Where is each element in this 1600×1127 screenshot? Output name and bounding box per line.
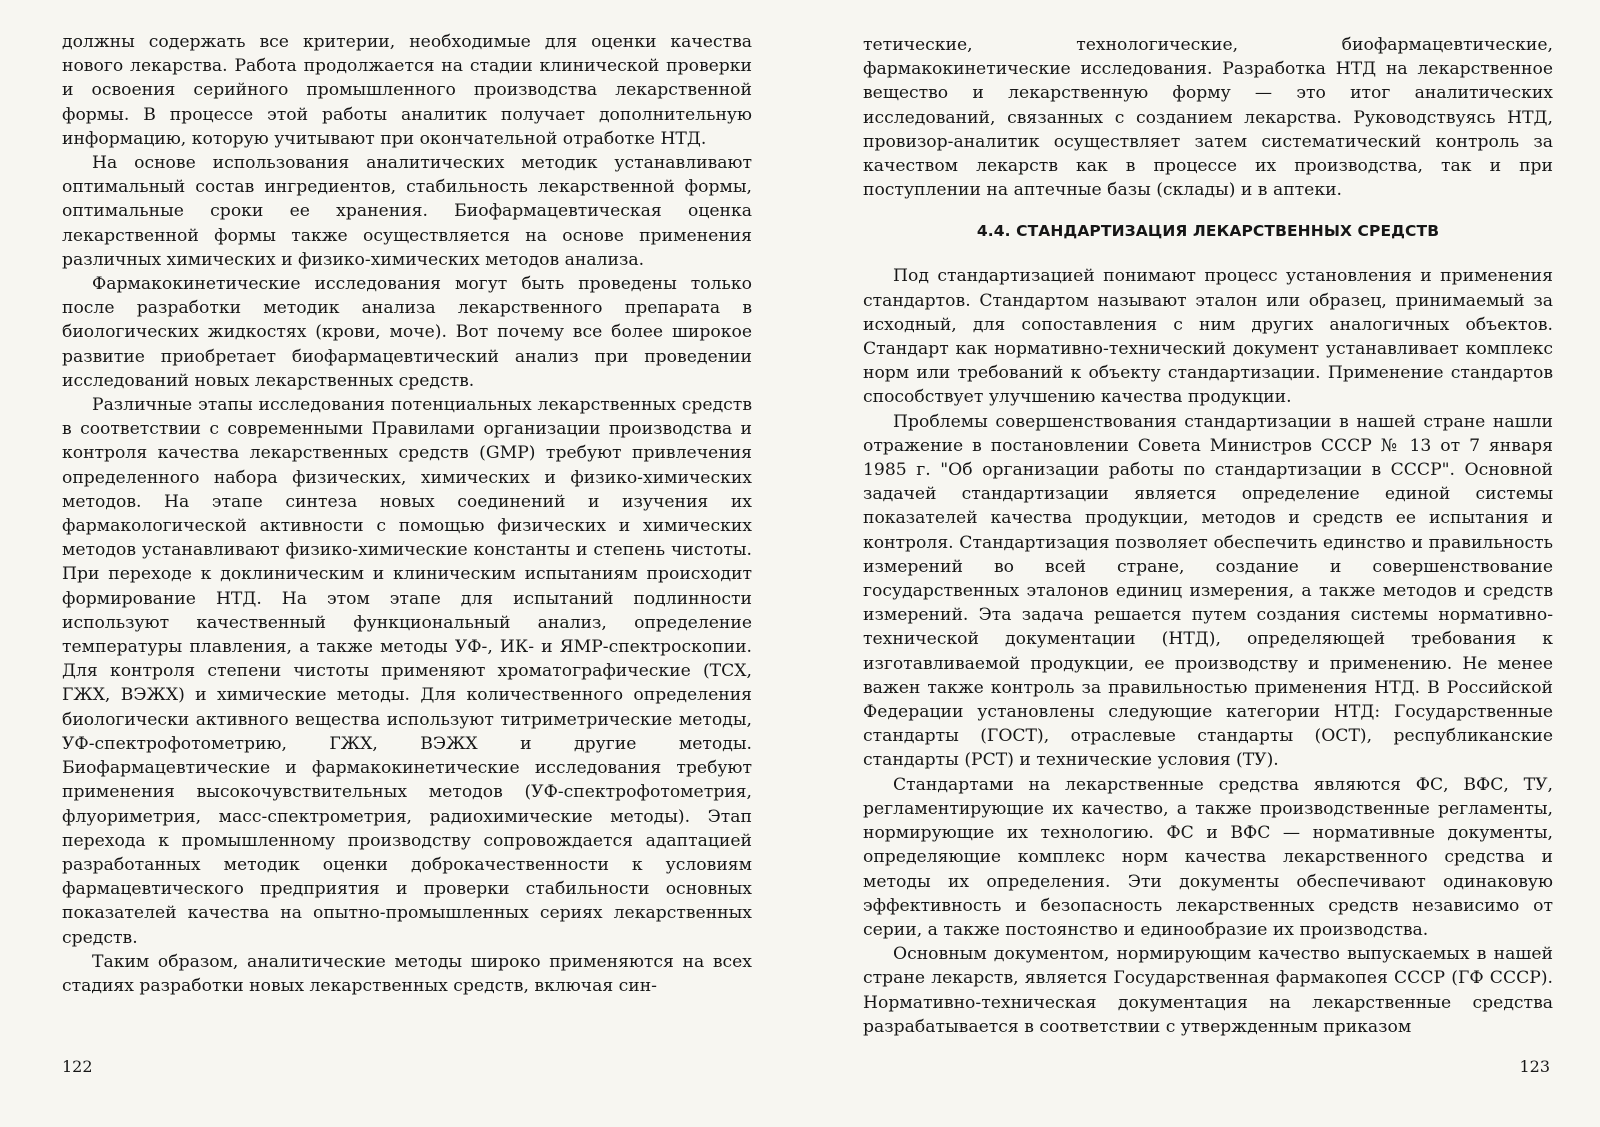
page-number-left: 122 (62, 1057, 93, 1076)
page-number-right: 123 (1519, 1057, 1550, 1076)
left-page-text (62, 30, 752, 998)
paragraph: тетические, технологические, биофармацевтические, фармакокинетические исследования. Разработка НТД на лекарственное вещество и лекарственную форму — это итог аналитических исследований, связанных с созданием лекарства. Руководствуясь НТД, провизор-аналитик осуществляет затем систематический контроль за качеством лекарств как в процессе их производства, так и при поступлении на аптечные базы (склады) и в аптеки. (863, 35, 1553, 201)
right-page (800, 0, 1600, 1127)
paragraph: Под стандартизацией понимают процесс установления и применения стандартов. Стандартом называют эталон или образец, принимаемый за исходный, для сопоставления с ним других аналогичных объектов. Стандарт как нормативно-технический документ устанавливает комплекс норм или требований к объекту стандартизации. Применение стандартов способствует улучшению качества продукции. (863, 266, 1553, 408)
paragraph: Стандартами на лекарственные средства являются ФС, ВФС, ТУ, регламентирующие их качество, а также производственные регламенты, нормирующие их технологию. ФС и ВФС — нормативные документы, определяющие комплекс норм качества лекарственного средства и методы их определения. Эти документы обеспечивают одинаковую эффективность и безопасность лекарственных средств независимо от серии, а также постоянство и единообразие их производства. (863, 774, 1553, 940)
paragraph: Фармакокинетические исследования могут быть проведены только после разработки методик анализа лекарственного препарата в биологических жидкостях (крови, моче). Вот почему все более широкое развитие приобретает биофармацевтический анализ при проведении исследований новых лекарственных средств. (62, 274, 752, 391)
paragraph: Основным документом, нормирующим качество выпускаемых в нашей стране лекарств, является Государственная фармакопея СССР (ГФ СССР). Нормативно-техническая документация на лекарственные средства разрабатывается в соответствии с утвержденным приказом (863, 944, 1553, 1037)
paragraph: Различные этапы исследования потенциальных лекарственных средств в соответствии с современными Правилами организации производства и контроля качества лекарственных средств (GMP) требуют привлечения определенного набора физических, химических и физико-химических методов. На этапе синтеза новых соединений и изучения их фармакологической активности с помощью физических и химических методов устанавливают физико-химические константы и степень чистоты. При переходе к доклиническим и клиническим испытаниям происходит формирование НТД. На этом этапе для испытаний подлинности используют качественный функциональный анализ, определение температуры плавления, а также методы УФ-, ИК- и ЯМР-спектроскопии. Для контроля степени чистоты применяют хроматографические (ТСХ, ГЖХ, ВЭЖХ) и химические методы. Для количественного определения биологически активного вещества используют титриметрические методы, УФ-спектрофотометрию, ГЖХ, ВЭЖХ и другие методы. Биофармацевтические и фармакокинетические исследования требуют применения высокочувствительных методов (УФ-спектрофотометрия, флуориметрия, масс-спектрометрия, радиохимические методы). Этап перехода к промышленному производству сопровождается адаптацией разработанных методик оценки доброкачественности к условиям фармацевтического предприятия и проверки стабильности основных показателей качества на опытно-промышленных сериях лекарственных средств. (62, 395, 752, 948)
paragraph: Таким образом, аналитические методы широко применяются на всех стадиях разработки новых лекарственных средств, включая син- (62, 951, 752, 996)
paragraph: Проблемы совершенствования стандартизации в нашей стране нашли отражение в постановлении Совета Министров СССР № 13 от 7 января 1985 г. "Об организации работы по стандартизации в СССР". Основной задачей стандартизации является определение единой системы показателей качества продукции, методов и средств ее испытания и контроля. Стандартизация позволяет обеспечить единство и правильность измерений во всей стране, создание и совершенствование государственных эталонов единиц измерения, а также методов и средств измерений. Эта задача решается путем создания системы нормативно-технической документации (НТД), определяющей требования к изготавливаемой продукции, ее производству и применению. Не менее важен также контроль за правильностью применения НТД. В Российской Федерации установлены следующие категории НТД: Государственные стандарты (ГОСТ), отраслевые стандарты (ОСТ), республиканские стандарты (РСТ) и технические условия (ТУ). (863, 411, 1553, 771)
section-heading: 4.4. СТАНДАРТИЗАЦИЯ ЛЕКАРСТВЕННЫХ СРЕДСТВ (976, 222, 1440, 241)
right-page-text (863, 33, 1553, 1039)
paragraph: должны содержать все критерии, необходимые для оценки качества нового лекарства. Работа продолжается на стадии клинической проверки и освоения серийного промышленного производства лекарственной формы. В процессе этой работы аналитик получает дополнительную информацию, которую учитывают при окончательной отработке НТД. (62, 32, 752, 149)
paragraph: На основе использования аналитических методик устанавливают оптимальный состав ингредиентов, стабильность лекарственной формы, оптимальные сроки ее хранения. Биофармацевтическая оценка лекарственной формы также осуществляется на основе применения различных химических и физико-химических методов анализа. (62, 153, 752, 270)
